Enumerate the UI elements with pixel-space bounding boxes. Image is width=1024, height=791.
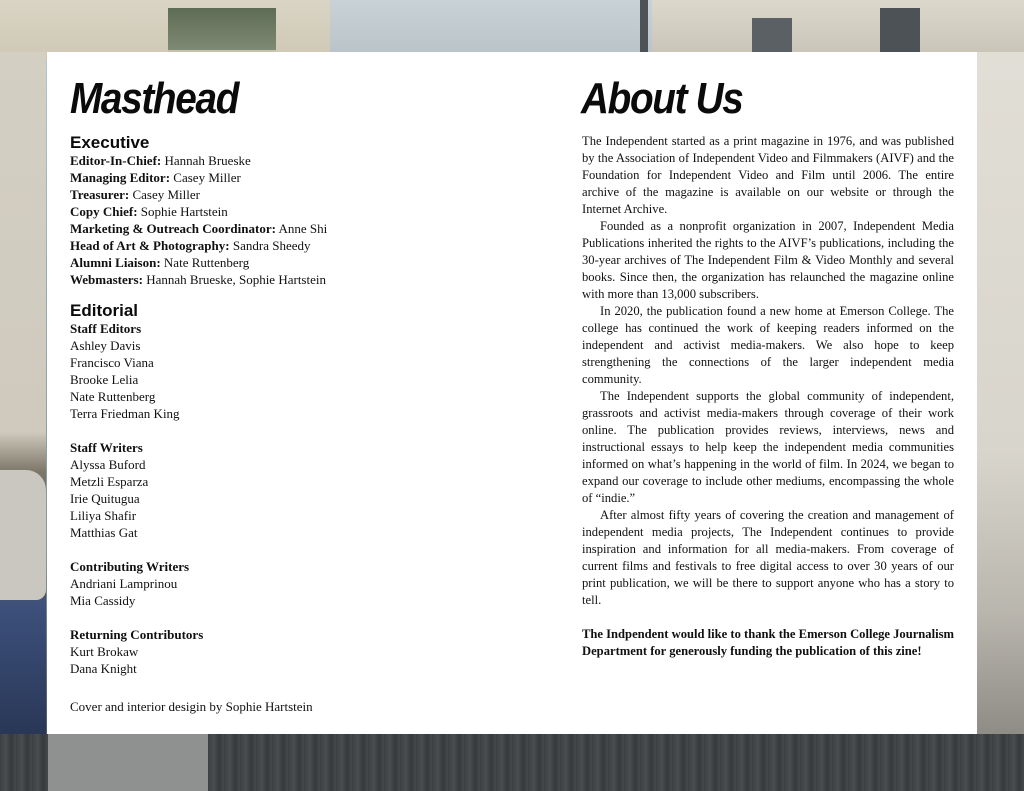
editorial-group bbox=[70, 626, 540, 677]
role-title: Editor-In-Chief: bbox=[70, 153, 162, 168]
about-paragraph: The Independent supports the global community of independent, grassroots and activist media-makers through coverage of their work online. The publication provides reviews, interviews, news and instructional essays to help keep the independent media communities informed on what’s happening in the world of film. In 2024, we began to expand our coverage to include other mediums, encompassing the whole of “indie.” bbox=[582, 389, 954, 505]
about-us-column bbox=[582, 133, 954, 660]
photo-balcony bbox=[168, 8, 276, 54]
about-us-title: About Us bbox=[581, 74, 743, 123]
staff-member: Terra Friedman King bbox=[70, 406, 180, 421]
executive-list bbox=[70, 152, 540, 288]
about-us-text bbox=[582, 133, 954, 609]
editorial-group bbox=[70, 558, 540, 609]
executive-heading: Executive bbox=[70, 133, 150, 152]
role-name: Casey Miller bbox=[129, 187, 200, 202]
executive-role-line bbox=[70, 203, 540, 220]
staff-member: Andriani Lamprinou bbox=[70, 576, 178, 591]
staff-member: Kurt Brokaw bbox=[70, 644, 139, 659]
editorial-group-title: Returning Contributors bbox=[70, 627, 204, 642]
staff-member: Matthias Gat bbox=[70, 525, 138, 540]
staff-member: Metzli Esparza bbox=[70, 474, 149, 489]
editorial-group-title: Contributing Writers bbox=[70, 559, 190, 574]
photo-person bbox=[0, 470, 46, 600]
editorial-group-title: Staff Editors bbox=[70, 321, 142, 336]
role-name: Sandra Sheedy bbox=[229, 238, 311, 253]
zine-spread bbox=[47, 52, 977, 734]
role-title: Treasurer: bbox=[70, 187, 130, 202]
role-name: Sophie Hartstein bbox=[137, 204, 228, 219]
editorial-list bbox=[70, 320, 540, 677]
photo-wall-right bbox=[977, 52, 1024, 734]
role-name: Hannah Brueske bbox=[161, 153, 251, 168]
editorial-group-title: Staff Writers bbox=[70, 440, 143, 455]
thanks-note: The Indpendent would like to thank the Emerson College Journalism Department for generously funding the publication of this zine! bbox=[582, 627, 954, 658]
staff-member: Nate Ruttenberg bbox=[70, 389, 156, 404]
role-title: Copy Chief: bbox=[70, 204, 138, 219]
role-title: Webmasters: bbox=[70, 272, 143, 287]
editorial-heading: Editorial bbox=[70, 301, 139, 320]
executive-role-line bbox=[70, 237, 540, 254]
about-paragraph: The Independent started as a print magazine in 1976, and was published by the Association of Independent Video and Filmmakers (AIVF) and the Foundation for Independent Video and Film until 2006. The entire archive of the magazine is available on our website or through the Internet Archive. bbox=[582, 134, 954, 216]
about-paragraph: In 2020, the publication found a new home at Emerson College. The college has continued the work of keeping readers informed on the independent and activist media-makers. We also hope to keep strengthening the connections of the larger independent media community. bbox=[582, 304, 954, 386]
executive-role-line bbox=[70, 271, 540, 288]
staff-member: Mia Cassidy bbox=[70, 593, 136, 608]
photo-building-left bbox=[0, 0, 330, 60]
about-paragraph: After almost fifty years of covering the creation and management of independent media projects, The Independent continues to provide inspiration and information for all media-makers. From coverage of current films and festivals to free digital access to over 30 years of our print publication, we will be there to support anyone who has a story to tell. bbox=[582, 508, 954, 607]
photo-wall-left bbox=[0, 52, 46, 734]
executive-role-line bbox=[70, 152, 540, 169]
executive-role-line bbox=[70, 254, 540, 271]
staff-member: Brooke Lelia bbox=[70, 372, 139, 387]
role-name: Anne Shi bbox=[275, 221, 328, 236]
masthead-column bbox=[70, 134, 540, 677]
staff-member: Ashley Davis bbox=[70, 338, 141, 353]
executive-role-line bbox=[70, 220, 540, 237]
design-credit: Cover and interior desigin by Sophie Hartstein bbox=[70, 699, 313, 714]
about-paragraph: Founded as a nonprofit organization in 2007, Independent Media Publications inherited the rights to the AIVF’s publications, including the 30-year archives of The Independent Film & Video Monthly and several books. Since then, the organization has relaunched the magazine online with more than 13,000 subscribers. bbox=[582, 219, 954, 301]
staff-member: Irie Quitugua bbox=[70, 491, 140, 506]
executive-role-line bbox=[70, 169, 540, 186]
editorial-group bbox=[70, 320, 540, 422]
role-name: Hannah Brueske, Sophie Hartstein bbox=[142, 272, 326, 287]
role-title: Head of Art & Photography: bbox=[70, 238, 230, 253]
staff-member: Francisco Viana bbox=[70, 355, 154, 370]
photo-window bbox=[752, 18, 792, 52]
staff-member: Liliya Shafir bbox=[70, 508, 137, 523]
staff-member: Alyssa Buford bbox=[70, 457, 146, 472]
photo-building-right bbox=[652, 0, 1024, 52]
role-name: Casey Miller bbox=[170, 170, 241, 185]
photo-window bbox=[880, 8, 920, 52]
masthead-title: Masthead bbox=[70, 74, 239, 123]
executive-role-line bbox=[70, 186, 540, 203]
staff-member: Dana Knight bbox=[70, 661, 137, 676]
role-name: Nate Ruttenberg bbox=[160, 255, 250, 270]
role-title: Managing Editor: bbox=[70, 170, 171, 185]
photo-sidewalk bbox=[48, 734, 208, 791]
role-title: Marketing & Outreach Coordinator: bbox=[70, 221, 276, 236]
role-title: Alumni Liaison: bbox=[70, 255, 161, 270]
photo-utility-pole bbox=[640, 0, 648, 52]
editorial-group bbox=[70, 439, 540, 541]
